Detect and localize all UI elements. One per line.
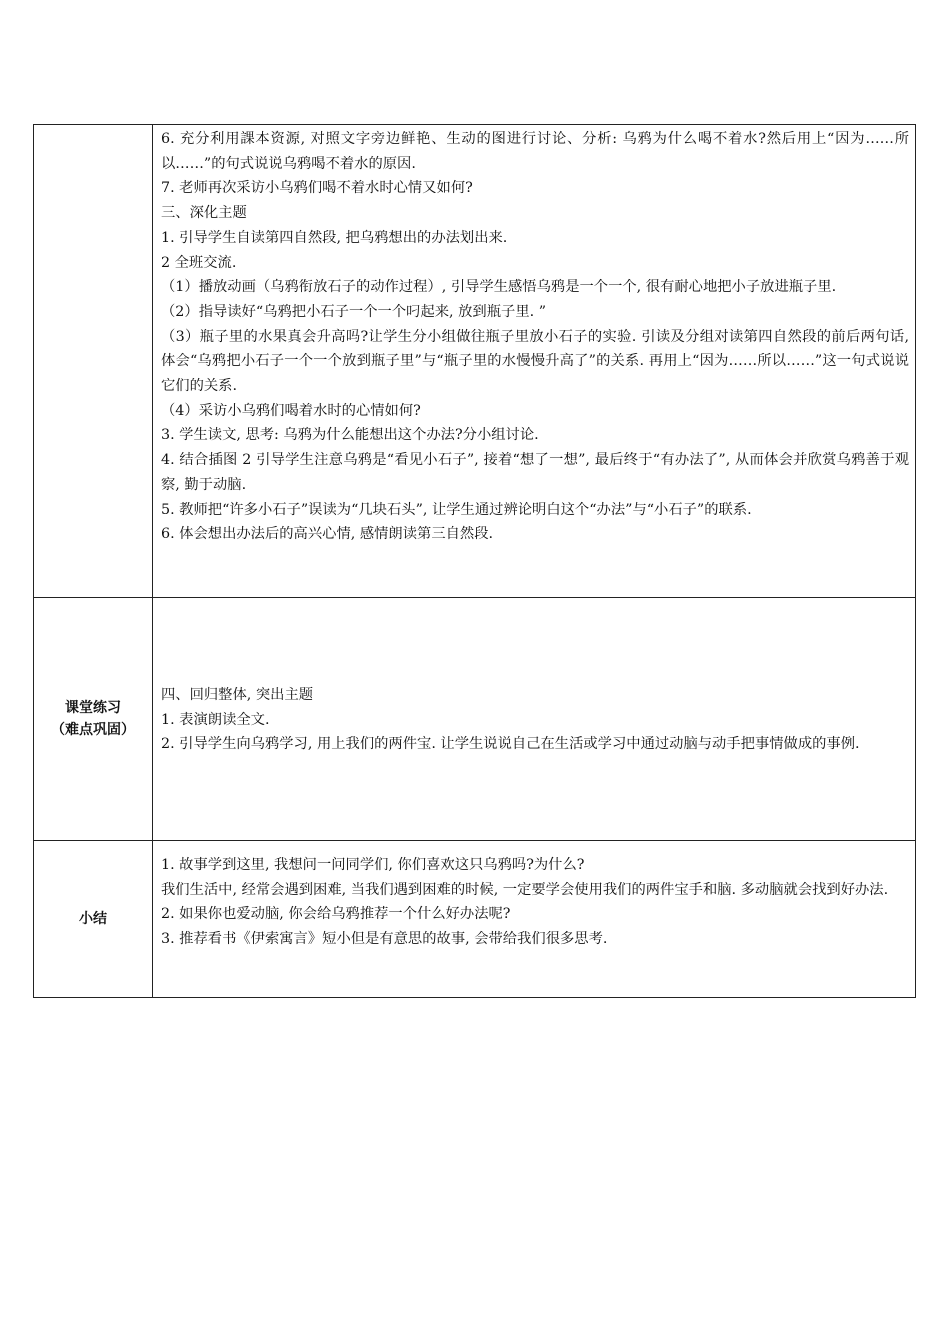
content-line: 4. 结合插图 2 引导学生注意乌鸦是“看见小石子”, 接着“想了一想”, 最后终于“有办法了”, 从而体会并欣赏乌鸦善于观察, 勤于动脑. <box>161 452 909 493</box>
content-line: 3. 推荐看书《伊索寓言》短小但是有意思的故事, 会带给我们很多思考. <box>161 931 608 948</box>
table-row <box>34 598 916 841</box>
content-line: 3. 学生读文, 思考: 乌鸦为什么能想出这个办法?分小组讨论. <box>161 427 539 444</box>
lesson-plan-table <box>33 124 916 998</box>
row-label-cell <box>34 125 153 598</box>
content-line: 5. 教师把“许多小石子”误读为“几块石头”, 让学生通过辨论明白这个“办法”与“小石子”的联系. <box>161 501 752 518</box>
row-content-cell <box>153 125 916 598</box>
table-row <box>34 125 916 598</box>
content-line: （1）播放动画（乌鸦衔放石子的动作过程）, 引导学生感悟乌鸦是一个一个, 很有耐心地把小子放进瓶子里. <box>161 279 837 296</box>
content-line: （4）采访小乌鸦们喝着水时的心情如何? <box>161 402 421 419</box>
table-row <box>34 841 916 998</box>
content-line: 1. 故事学到这里, 我想问一问同学们, 你们喜欢这只乌鸦吗?为什么? <box>161 857 585 873</box>
content-line: 1. 引导学生自读第四自然段, 把乌鸦想出的办法划出来. <box>161 229 508 246</box>
row-label-cell <box>34 598 153 841</box>
content-line: 2. 引导学生向乌鸦学习, 用上我们的两件宝. 让学生说说自己在生活或学习中通过动脑与动手把事情做成的事例. <box>161 736 860 753</box>
content-line: 我们生活中, 经常会遇到困难, 当我们遇到困难的时候, 一定要学会使用我们的两件宝手和脑. 多动脑就会找到好办法. <box>161 881 889 898</box>
row-label-summary: 小结 <box>79 911 107 927</box>
row-content-cell <box>153 841 916 998</box>
content-line: 2. 如果你也爱动脑, 你会给乌鸦推荐一个什么好办法呢? <box>161 906 511 923</box>
content-line: （3）瓶子里的水果真会升高吗?让学生分小组做往瓶子里放小石子的实验. 引读及分组对读第四自然段的前后两句话, 体会“乌鸦把小石子一个一个放到瓶子里”与“瓶子里的水慢慢升高了”的关系. 再用上“因为……所以……”这一句式说说它们的关系. <box>161 328 909 395</box>
content-line: 6. 体会想出办法后的高兴心情, 感情朗读第三自然段. <box>161 526 494 543</box>
content-line: 2 全班交流. <box>161 254 237 271</box>
section-heading: 三、深化主题 <box>161 205 247 222</box>
row-label-practice-sub: （难点巩固） <box>51 722 135 738</box>
row-content-cell <box>153 598 916 841</box>
content-line: （2）指导读好“乌鸦把小石子一个一个叼起来, 放到瓶子里. ” <box>161 303 547 320</box>
content-line: 1. 表演朗读全文. <box>161 711 270 728</box>
row-label-practice: 课堂练习 <box>65 700 121 716</box>
row-label-cell <box>34 841 153 998</box>
content-line: 6. 充分利用課本资源, 对照文字旁边鲜艳、生动的图进行讨论、分析: 乌鸦为什么喝不着水?然后用上“因为……所以……”的句式说说乌鸦喝不着水的原因. <box>161 131 909 172</box>
content-line: 7. 老师再次采访小乌鸦们喝不着水时心情又如何? <box>161 180 473 197</box>
section-heading: 四、回归整体, 突出主题 <box>161 686 314 703</box>
